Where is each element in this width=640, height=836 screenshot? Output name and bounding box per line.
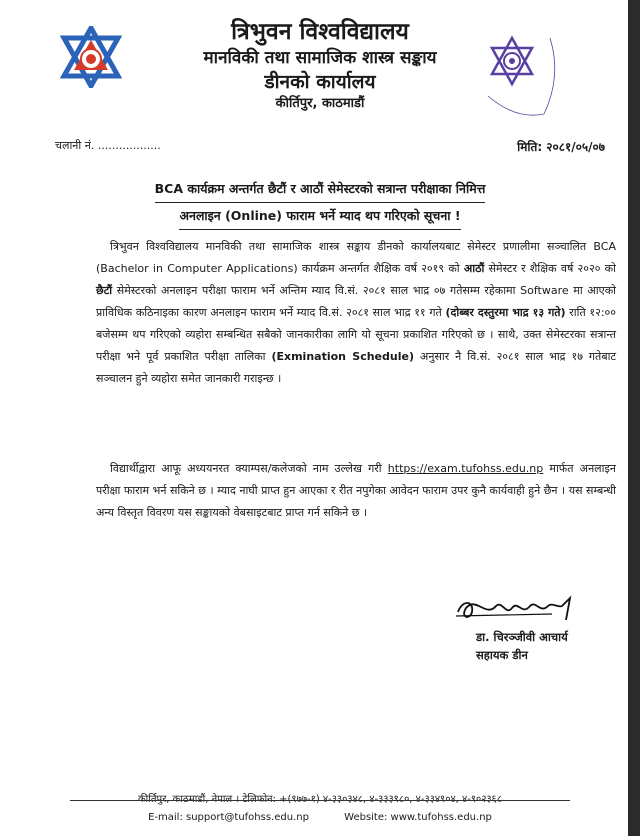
p2-text-b: मार्फत अनलाइन परीक्षा फाराम भर्न सकिने छ । म्याद नाघी प्राप्त हुन आएका र रीत नपुगेका आवेदन फाराम उपर कुनै कार्यवाही हुने छैन । यस सम्बन्धी अन्य विस्तृत विवरण यस सङ्कायको वेबसाइटबाट प्राप्त गर्न सकिने छ ।	[96, 462, 616, 519]
footer-divider	[70, 800, 570, 801]
footer-email[interactable]: E-mail: support@tufohss.edu.np	[148, 812, 309, 823]
office-location: कीर्तिपुर, काठमाडौं	[275, 96, 365, 111]
notice-date: मिति: २०८१/०५/०७	[517, 140, 605, 154]
dispatch-number: चलानी नं. ..................	[55, 139, 161, 152]
exam-portal-link[interactable]: https://exam.tufohss.edu.np	[387, 462, 544, 475]
p1-text-g: राति १२:०० बजेसम्म थप गरिएको व्यहोरा सम्बन्धित सबैको जानकारीका लागि यो सूचना प्रकाशित गरिएको छ । साथै, उक्त सेमेस्टरका सत्रान्त परीक्षा भने पूर्व प्रकाशित परीक्षा तालिका	[96, 306, 616, 363]
signatory-block	[476, 628, 568, 664]
p1-exam-schedule: (Exmination Schedule)	[271, 350, 414, 363]
notice-paragraph-2	[96, 458, 616, 524]
p1-double-fee: (दोब्बर दस्तुरमा भाद्र १३ गते)	[445, 306, 566, 319]
notice-paragraph-1	[96, 236, 616, 390]
p1-sixth-sem: छैटौं	[96, 284, 113, 297]
p1-text-a: त्रिभुवन विश्वविद्यालय मानविकी तथा सामाजिक शास्त्र सङ्काय डीनको कार्यालयबाट सेमेस्टर प्रणालीमा सञ्चालित BCA (Bachelor in Computer Applications) कार्यक्रम अन्तर्गत शैक्षिक वर्ष २०१९ को	[96, 240, 616, 275]
reference-row	[55, 138, 615, 156]
tu-logo-icon	[60, 26, 122, 88]
p1-text-e: सेमेस्टरको अनलाइन परीक्षा फाराम भर्ने अन्तिम म्याद वि.सं. २०८१ साल भाद्र ०७ गतेसम्म रहेकामा Software मा आएको प्राविधिक कठिनाइका कारण अनलाइन फाराम भर्ने म्याद वि.सं. २०८१ साल भाद्र ११ गते	[96, 284, 616, 319]
footer-contacts	[70, 812, 570, 823]
footer-address: कीर्तिपुर, काठमाडौं, नेपाल । टेलिफोन: +(९७७-१) ४-३३०३४८, ४-३३३९८०, ४-३३४९०४, ४-९०२३६८	[137, 794, 503, 805]
signature-icon	[452, 592, 592, 626]
p1-eighth-sem: आठौं	[463, 262, 485, 275]
notice-subject	[90, 176, 550, 230]
university-name: त्रिभुवन विश्वविद्यालय	[231, 19, 409, 45]
office-name: डीनको कार्यालय	[264, 71, 376, 93]
signatory-title: सहायक डीन	[476, 648, 528, 662]
subject-line-1: BCA कार्यक्रम अन्तर्गत छैटौं र आठौं सेमेस्टरको सत्रान्त परीक्षाका निमित्त	[155, 176, 486, 203]
footer-website[interactable]: Website: www.tufohss.edu.np	[344, 812, 492, 823]
signatory-name: डा. चिरञ्जीवी आचार्य	[476, 630, 568, 644]
faculty-name: मानविकी तथा सामाजिक शास्त्र सङ्काय	[203, 48, 437, 68]
p2-text-a: विद्यार्थीद्वारा आफू अध्ययनरत क्याम्पस/कलेजको नाम उल्लेख गरी	[110, 462, 388, 475]
faculty-seal-icon	[478, 30, 568, 126]
p1-text-i: अनुसार नै वि.सं. २०८१ साल भाद्र १७ गतेबाट सञ्चालन हुने व्यहोरा समेत जानकारी गराइन्छ ।	[96, 350, 616, 385]
subject-line-2: अनलाइन (Online) फाराम भर्ने म्याद थप गरिएको सूचना !	[179, 203, 460, 230]
page-edge	[628, 0, 640, 836]
letterhead	[120, 18, 520, 114]
p1-text-c: सेमेस्टर र शैक्षिक वर्ष २०२० को	[484, 262, 616, 275]
